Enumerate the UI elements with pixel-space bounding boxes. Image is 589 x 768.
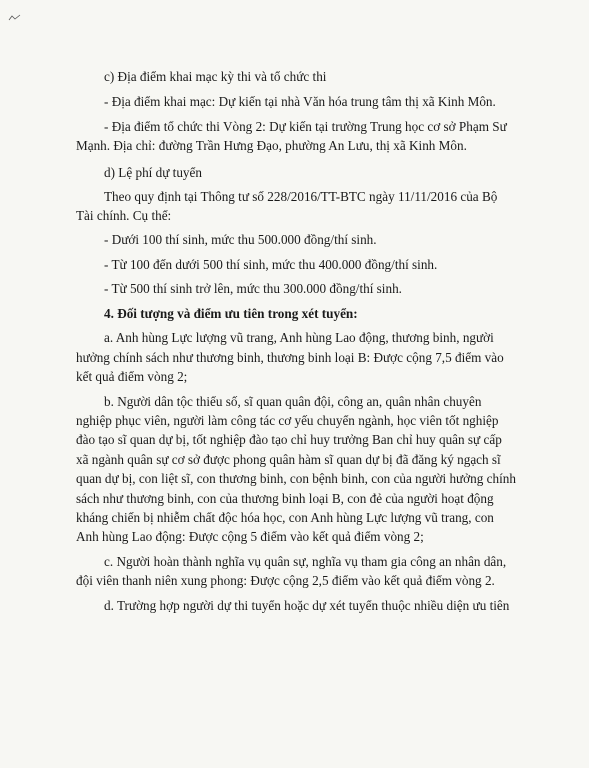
body-line: - Địa điểm tổ chức thi Vòng 2: Dự kiến tại trường Trung học cơ sở Phạm Sư (104, 119, 507, 134)
body-line: Anh hùng Lao động: Được cộng 5 điểm vào kết quả điểm vòng 2; (76, 529, 424, 544)
body-line: - Địa điểm khai mạc: Dự kiến tại nhà Văn hóa trung tâm thị xã Kinh Môn. (104, 94, 496, 109)
body-line: - Dưới 100 thí sinh, mức thu 500.000 đồng/thí sinh. (104, 232, 377, 247)
body-line: - Từ 100 đến dưới 500 thí sinh, mức thu 400.000 đồng/thí sinh. (104, 257, 438, 272)
body-line: quan dự bị, con liệt sĩ, con thương binh, con bệnh binh, con của người hưởng chính (76, 471, 516, 486)
body-line: c) Địa điểm khai mạc kỳ thi và tổ chức thi (104, 69, 327, 84)
body-line: sách như thương binh, con của thương binh loại B, con đẻ của người hoạt động (76, 491, 494, 506)
section-heading: 4. Đối tượng và điểm ưu tiên trong xét tuyển: (104, 306, 358, 321)
body-line: c. Người hoàn thành nghĩa vụ quân sự, nghĩa vụ tham gia công an nhân dân, (104, 554, 507, 569)
body-line: Tài chính. Cụ thể: (76, 208, 172, 223)
body-line: Mạnh. Địa chỉ: đường Trần Hưng Đạo, phường An Lưu, thị xã Kinh Môn. (76, 138, 467, 153)
body-line: d. Trường hợp người dự thi tuyển hoặc dự xét tuyển thuộc nhiều diện ưu tiên (104, 598, 510, 613)
body-line: - Từ 500 thí sinh trở lên, mức thu 300.000 đồng/thí sinh. (104, 281, 402, 296)
body-line: hưởng chính sách như thương binh, thương binh loại B: Được cộng 7,5 điểm vào (76, 350, 504, 365)
body-line: a. Anh hùng Lực lượng vũ trang, Anh hùng Lao động, thương binh, người (104, 330, 494, 345)
body-line: kháng chiến bị nhiễm chất độc hóa học, con Anh hùng Lực lượng vũ trang, con (76, 510, 494, 525)
body-line: Theo quy định tại Thông tư số 228/2016/TT-BTC ngày 11/11/2016 của Bộ (104, 189, 498, 204)
body-line: xã ngành quân sự cơ sở được phong quân hàm sĩ quan dự bị đã đăng ký ngạch sĩ (76, 452, 501, 467)
body-line: kết quả điểm vòng 2; (76, 369, 188, 384)
body-line: đào tạo sĩ quan dự bị, tốt nghiệp đào tạo chỉ huy trưởng Ban chỉ huy quân sự cấp (76, 432, 502, 447)
body-line: đội viên thanh niên xung phong: Được cộng 2,5 điểm vào kết quả điểm vòng 2. (76, 573, 495, 588)
body-line: d) Lệ phí dự tuyển (104, 165, 202, 180)
body-line: nghiệp phục viên, người làm công tác cơ yếu chuyển ngành, học viên tốt nghiệp (76, 413, 499, 428)
body-line: b. Người dân tộc thiểu số, sĩ quan quân đội, công an, quân nhân chuyên (104, 394, 482, 409)
corner-mark-icon (8, 14, 22, 22)
